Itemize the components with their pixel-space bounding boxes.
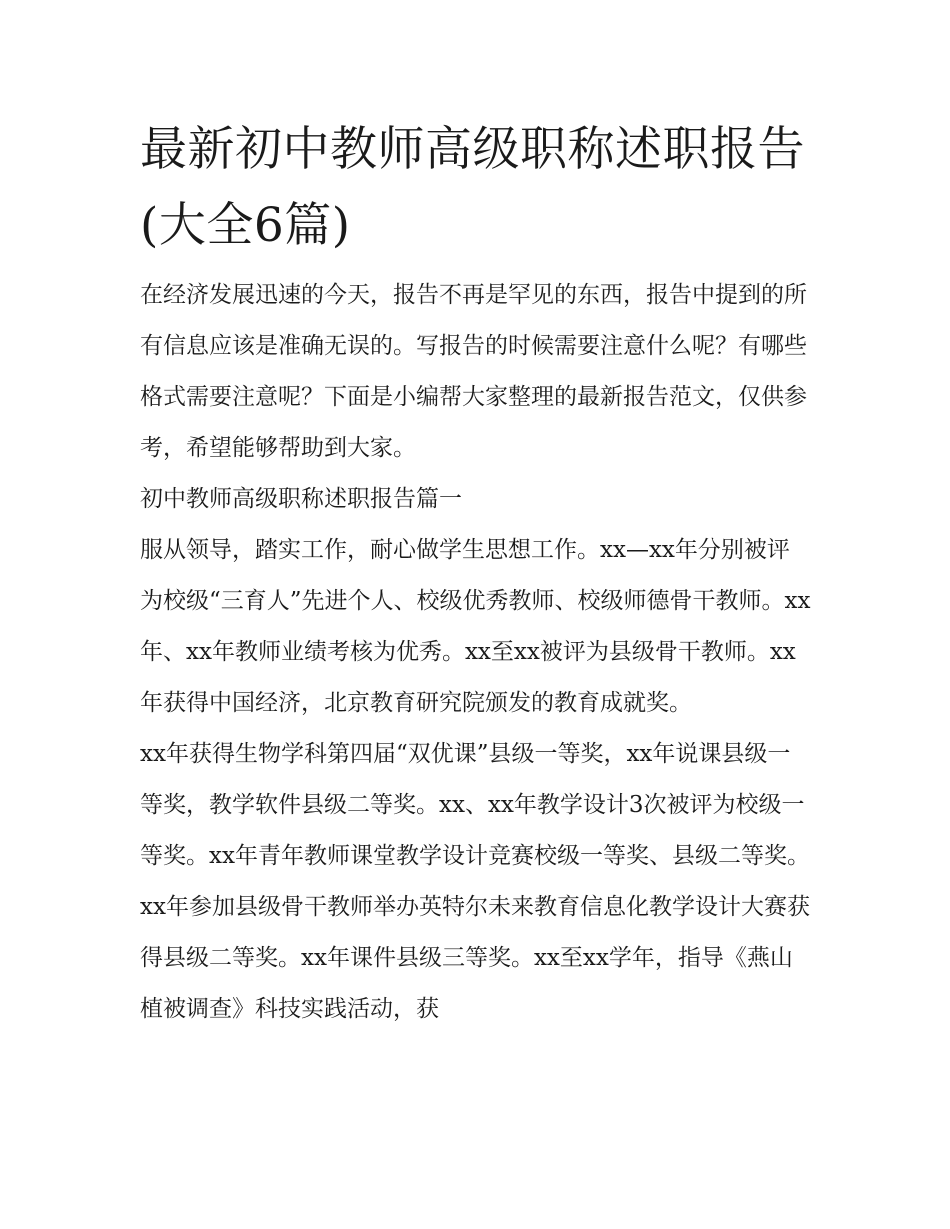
body-paragraph-1: 服从领导，踏实工作，耐心做学生思想工作。xx—xx年分别被评为校级“三育人”先进个人、校级优秀教师、校级师德骨干教师。xx年、xx年教师业绩考核为优秀。xx至xx被评为县级骨干教师。xx年获得中国经济，北京教育研究院颁发的教育成就奖。	[140, 537, 811, 716]
document-title: 最新初中教师高级职称述职报告(大全6篇)	[140, 122, 805, 253]
body-paragraph-2: xx年获得生物学科第四届“双优课”县级一等奖，xx年说课县级一等奖，教学软件县级二等奖。xx、xx年教学设计3次被评为校级一等奖。xx年青年教师课堂教学设计竞赛校级一等奖、县级二等奖。xx年参加县级骨干教师举办英特尔未来教育信息化教学设计大赛获得县级二等奖。xx年课件县级三等奖。xx至xx学年，指导《燕山植被调查》科技实践活动，获	[140, 741, 810, 1022]
document-content	[140, 112, 812, 1035]
section-heading: 初中教师高级职称述职报告篇一	[140, 486, 462, 512]
intro-paragraph: 在经济发展迅速的今天，报告不再是罕见的东西，报告中提到的所有信息应该是准确无误的。写报告的时候需要注意什么呢？有哪些格式需要注意呢？下面是小编帮大家整理的最新报告范文，仅供参考，希望能够帮助到大家。	[140, 282, 807, 461]
